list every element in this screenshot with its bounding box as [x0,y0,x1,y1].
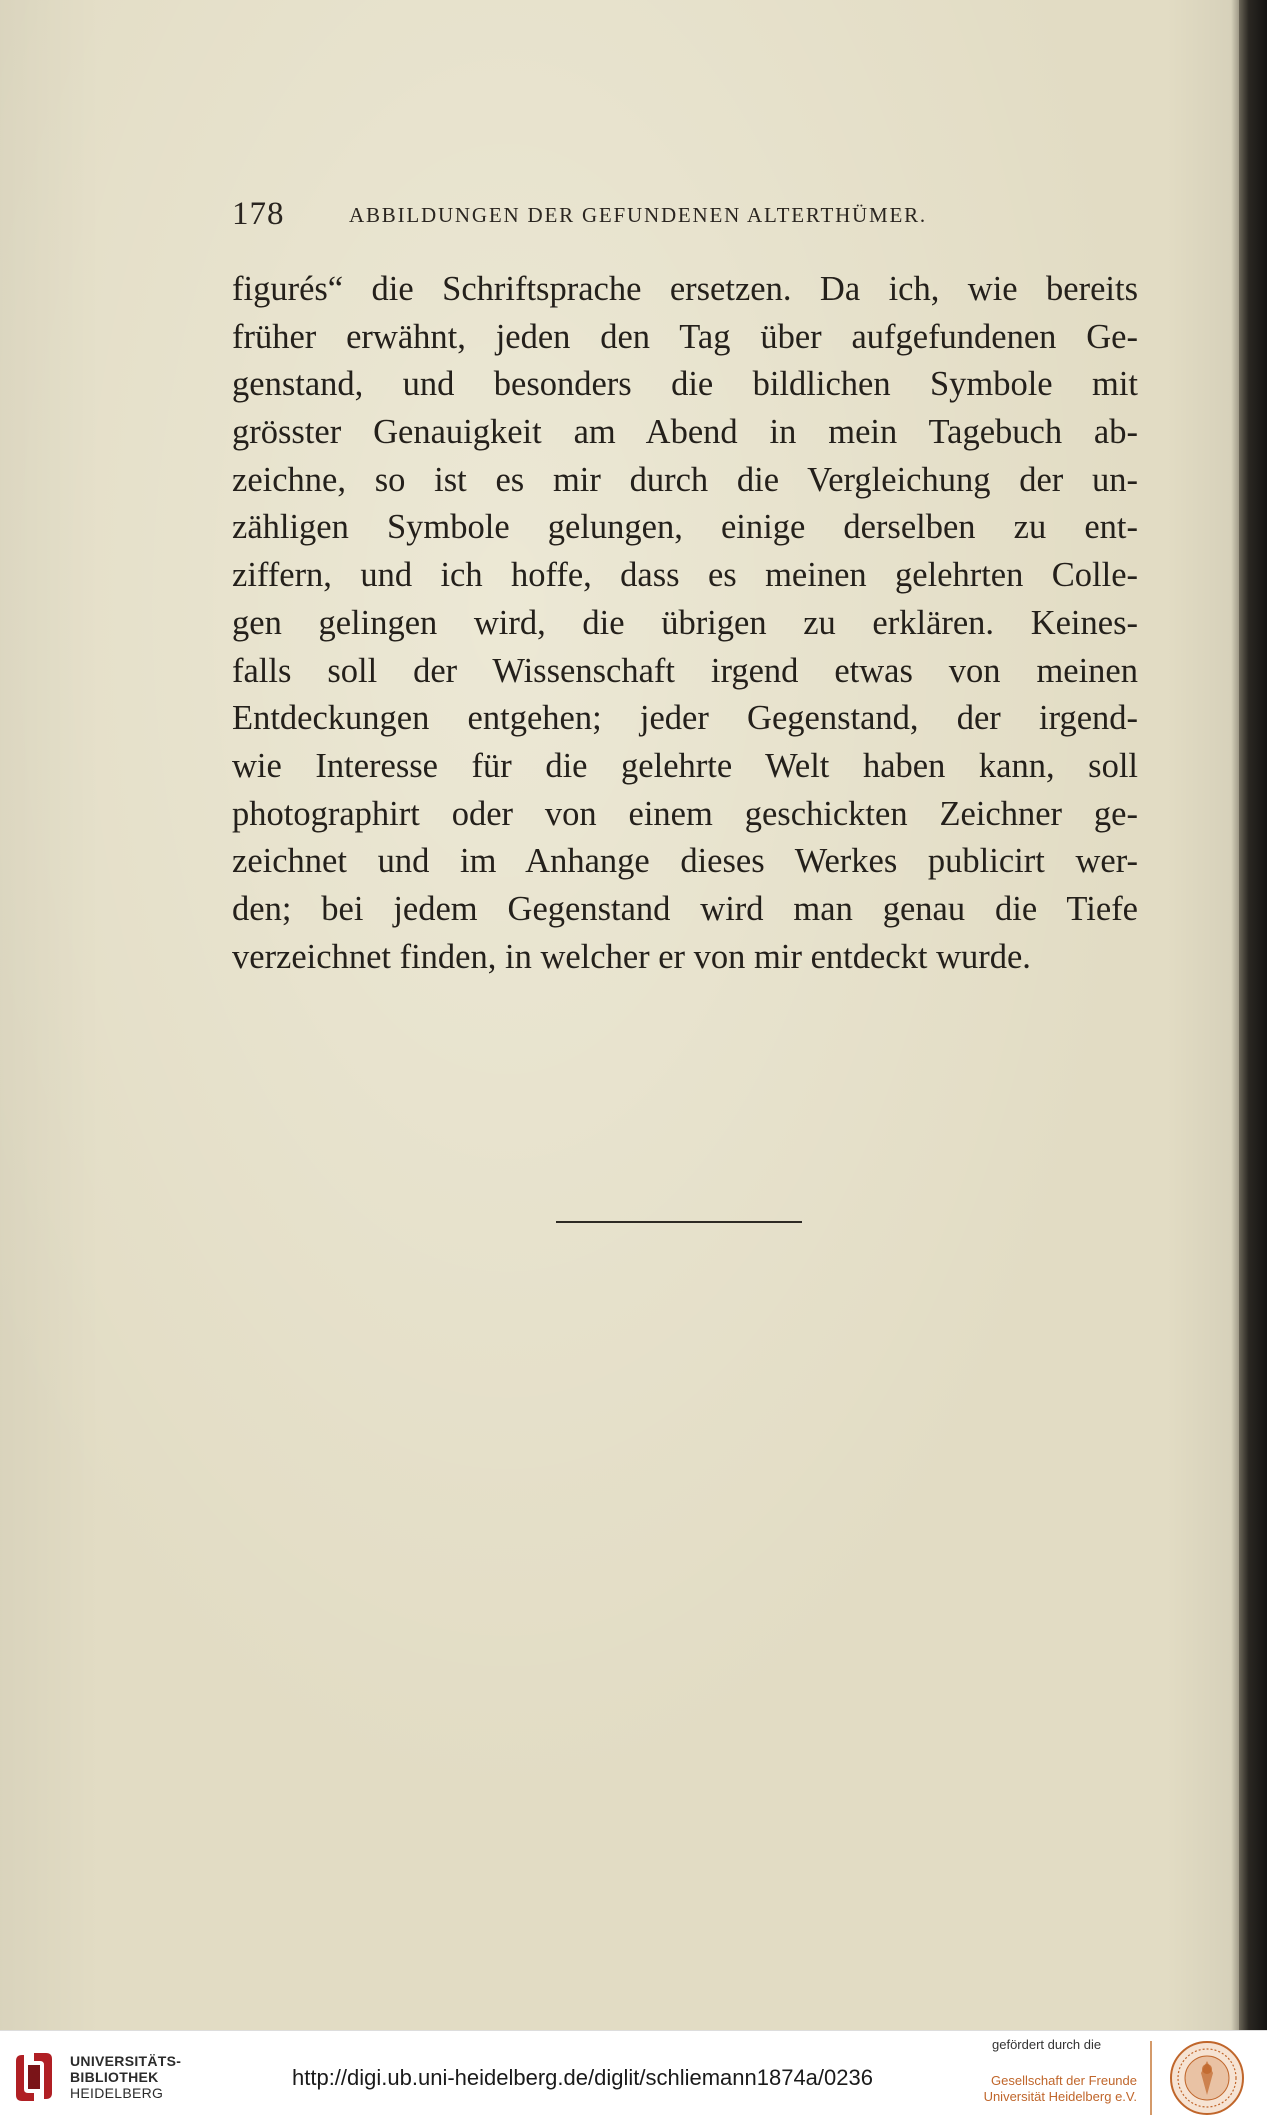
university-library-logo-icon [12,2051,56,2103]
text-line: photographirt oder von einem geschickten Zeichner ge- [232,794,1138,833]
university-seal-icon [1166,2039,1248,2117]
running-head [232,196,1052,236]
text-line: zeichnet und im Anhange dieses Werkes publicirt wer- [232,842,1138,881]
text-line: figurés“ die Schriftsprache ersetzen. Da ich, wie bereits [232,270,1138,308]
text-line: grösster Genauigkeit am Abend in mein Tagebuch ab- [232,413,1138,452]
sponsor-name [982,2073,1137,2105]
text-line: wie Interesse für die gelehrte Welt haben kann, soll [232,746,1138,785]
running-title: ABBILDUNGEN DER GEFUNDENEN ALTERTHÜMER. [349,203,927,227]
text-line: zähligen Symbole gelungen, einige derselben zu ent- [232,508,1138,547]
sponsor-name-line: Universität Heidelberg e.V. [983,2089,1137,2104]
library-name-line: UNIVERSITÄTS- [70,2053,182,2069]
text-line: den; bei jedem Gegenstand wird man genau die Tiefe [232,889,1138,928]
end-rule [556,1221,802,1223]
library-name-line: BIBLIOTHEK [70,2069,159,2085]
library-name-line: HEIDELBERG [70,2085,164,2101]
viewer-footer [0,2030,1267,2122]
text-line: genstand, und besonders die bildlichen Symbole mit [232,365,1138,404]
text-line: falls soll der Wissenschaft irgend etwas von meinen [232,651,1138,690]
text-line: zeichne, so ist es mir durch die Vergleichung der un- [232,460,1138,499]
text-line: verzeichnet finden, in welcher er von mir entdeckt wurde. [232,937,1031,976]
sponsor-name-line: Gesellschaft der Freunde [991,2073,1137,2088]
permalink-url[interactable]: http://digi.ub.uni-heidelberg.de/diglit/schliemann1874a/0236 [292,2065,873,2090]
body-paragraph [232,266,1138,981]
book-spine [1239,0,1267,2030]
text-line: ziffern, und ich hoffe, dass es meinen gelehrten Colle- [232,556,1138,595]
page-shadow [1231,0,1239,2030]
text-line: Entdeckungen entgehen; jeder Gegenstand, der irgend- [232,699,1138,738]
text-line: gen gelingen wird, die übrigen zu erklären. Keines- [232,603,1138,642]
page-number: 178 [232,196,285,232]
footer-divider [1150,2041,1152,2115]
sponsor-label: gefördert durch die [992,2037,1102,2052]
text-line: früher erwähnt, jeden den Tag über aufgefundenen Ge- [232,317,1138,356]
library-name [70,2053,181,2101]
